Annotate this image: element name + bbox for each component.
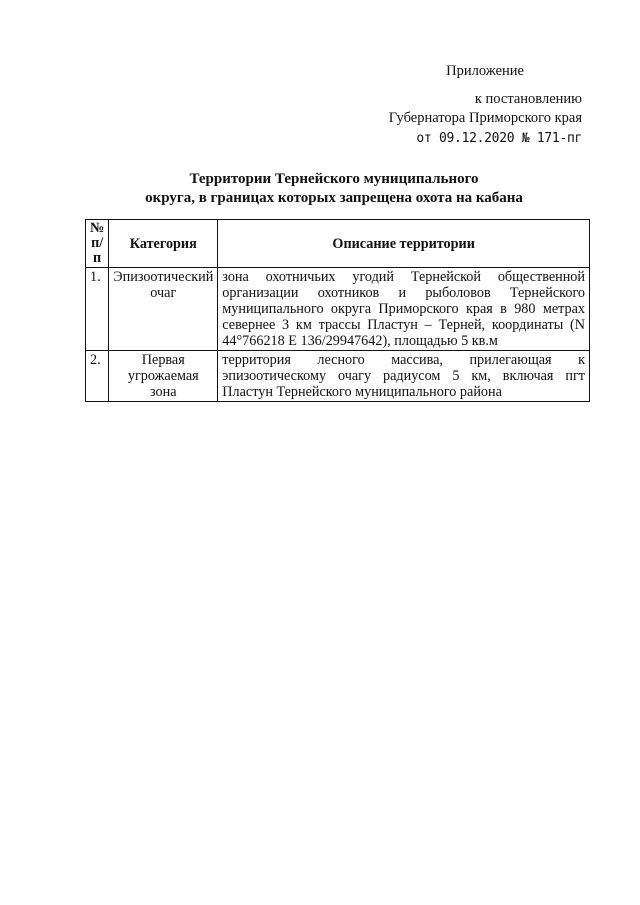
row-number: 1.: [86, 268, 109, 351]
appendix-resolution-line: к постановлению: [474, 91, 582, 107]
row-category: Первая угрожаемая зона: [109, 351, 218, 402]
document-title-line-1: Территории Тернейского муниципального: [189, 171, 479, 187]
table-header-row: [86, 220, 590, 268]
header-category: Категория: [109, 220, 218, 268]
row-category: Эпизоотический очаг: [109, 268, 218, 351]
header-number: [86, 220, 109, 268]
appendix-governor-line: Губернатора Приморского края: [388, 110, 582, 126]
table-row: [86, 268, 590, 351]
row-description: зона охотничьих угодий Тернейской общественной организации охотников и рыболовов Тернейского муниципального округа Приморского края в 980 метрах севернее 3 км трассы Пластун – Терней, координаты (N 44°766218 E 136/29947642), площадью 5 кв.м: [218, 268, 590, 351]
header-number-symbol: №: [90, 220, 105, 236]
row-description: территория лесного массива, прилегающая к эпизоотическому очагу радиусом 5 км, включая пгт Пластун Тернейского муниципального района: [218, 351, 590, 402]
header-description: Описание территории: [218, 220, 590, 268]
row-number: 2.: [86, 351, 109, 402]
territory-table: [85, 219, 590, 402]
appendix-label: Приложение: [446, 63, 524, 79]
table-row: [86, 351, 590, 402]
document-title-line-2: округа, в границах которых запрещена охота на кабана: [145, 190, 523, 206]
document-title: [84, 170, 584, 208]
header-number-abbr: п/п: [91, 235, 104, 266]
appendix-date-number: от 09.12.2020 № 171-пг: [416, 131, 582, 146]
appendix-block: [322, 62, 582, 148]
